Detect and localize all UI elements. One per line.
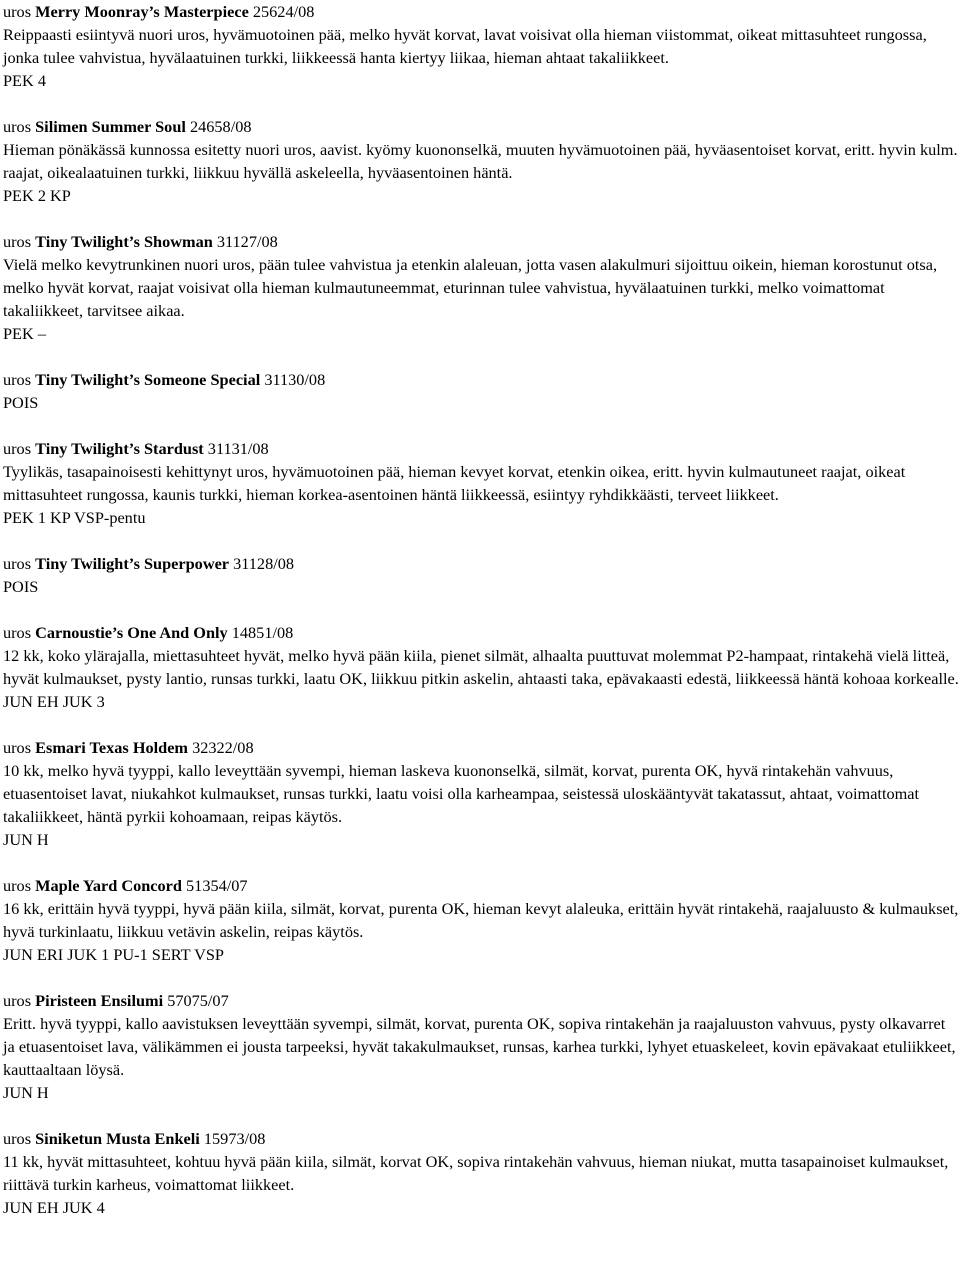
entry-heading — [3, 230, 960, 253]
registration-number: 24658/08 — [189, 117, 252, 136]
dog-entry — [3, 552, 960, 598]
registration-number: 32322/08 — [192, 738, 254, 757]
registration-number: 51354/07 — [186, 876, 248, 895]
entry-sex: uros — [3, 1129, 32, 1148]
dog-entry — [3, 621, 960, 713]
entry-heading — [3, 552, 960, 575]
dog-name: Tiny Twilight’s Someone Special — [35, 370, 261, 389]
result-text: PEK 2 KP — [3, 186, 71, 205]
result-text: POIS — [3, 393, 39, 412]
entry-sex: uros — [3, 232, 32, 251]
entry-heading — [3, 368, 960, 391]
entry-sex: uros — [3, 554, 32, 573]
result-text: PEK – — [3, 324, 46, 343]
result-text: PEK 4 — [3, 71, 46, 90]
critique-text: Reippaasti esiintyvä nuori uros, hyvämuotoinen pää, melko hyvät korvat, lavat voisivat olla hieman viistommat, oikeat mittasuhteet rungossa, jonka tulee vahvistua, hyvälaatuinen turkki, liikkeessä hanta kiertyy liikaa, hieman ahtaat takaliikkeet. — [3, 25, 927, 67]
registration-number: 25624/08 — [252, 2, 315, 21]
dog-entry — [3, 437, 960, 529]
registration-number: 31127/08 — [216, 232, 278, 251]
registration-number: 15973/08 — [203, 1129, 266, 1148]
critique-text: 10 kk, melko hyvä tyyppi, kallo leveyttään syvempi, hieman laskeva kuononselkä, silmät, korvat, purenta OK, hyvä rintakehän vahvuus, etuasentoiset lavat, niukahkot kulmaukset, runsas turkki, laatu voisi olla karheampaa, seistessä uloskääntyvät takatassut, ahtaat, voimattomat takaliikkeet, häntä pyrkii kohoamaan, reipas käytös. — [3, 761, 920, 826]
entry-sex: uros — [3, 623, 32, 642]
entry-sex: uros — [3, 370, 32, 389]
critique-text: Eritt. hyvä tyyppi, kallo aavistuksen leveyttään syvempi, silmät, korvat, purenta OK, sopiva rintakehän ja raajaluuston vahvuus, pysty olkavarret ja etuasentoiset lava, välikämmen ei jousta tarpeeksi, hyvät takakulmaukset, runsas, karhea turkki, lyhyet etuaskeleet, kovin epävakaat etuliikkeet, kauttaaltaan löysä. — [3, 1014, 956, 1079]
dog-entry — [3, 874, 960, 966]
entry-sex: uros — [3, 991, 32, 1010]
result-text: JUN H — [3, 830, 49, 849]
dog-name: Carnoustie’s One And Only — [35, 623, 228, 642]
result-text: JUN H — [3, 1083, 49, 1102]
result-text: JUN EH JUK 4 — [3, 1198, 105, 1217]
entry-sex: uros — [3, 2, 32, 21]
registration-number: 31131/08 — [207, 439, 269, 458]
dog-entry — [3, 115, 960, 207]
result-text: JUN ERI JUK 1 PU-1 SERT VSP — [3, 945, 224, 964]
registration-number: 31130/08 — [264, 370, 326, 389]
dog-name: Merry Moonray’s Masterpiece — [35, 2, 249, 21]
dog-entry — [3, 230, 960, 345]
entry-heading — [3, 437, 960, 460]
critique-text: Vielä melko kevytrunkinen nuori uros, pään tulee vahvistua ja etenkin alaleuan, jotta vasen alakulmuri sijoittuu oikein, hieman korostunut otsa, melko hyvät korvat, raajat voisivat olla hieman kulmautuneemmat, eturinnan tulee vahvistua, hyvälaatuinen turkki, melko voimattomat takaliikkeet, tarvitsee aikaa. — [3, 255, 938, 320]
dog-name: Maple Yard Concord — [35, 876, 182, 895]
entry-sex: uros — [3, 876, 32, 895]
entry-heading — [3, 989, 960, 1012]
entry-heading — [3, 874, 960, 897]
entry-heading — [3, 115, 960, 138]
result-text: JUN EH JUK 3 — [3, 692, 105, 711]
result-text: POIS — [3, 577, 39, 596]
entry-sex: uros — [3, 738, 32, 757]
dog-name: Siniketun Musta Enkeli — [35, 1129, 200, 1148]
registration-number: 14851/08 — [231, 623, 294, 642]
dog-entry — [3, 736, 960, 851]
dog-name: Tiny Twilight’s Showman — [35, 232, 213, 251]
critique-text: 16 kk, erittäin hyvä tyyppi, hyvä pään kiila, silmät, korvat, purenta OK, hieman kevyt alaleuka, erittäin hyvät rintakehä, raajaluusto & kulmaukset, hyvä turkinlaatu, liikkuu vetävin askelin, reipas käytös. — [3, 899, 959, 941]
entry-heading — [3, 736, 960, 759]
entry-heading — [3, 1127, 960, 1150]
entry-sex: uros — [3, 439, 32, 458]
dog-name: Silimen Summer Soul — [35, 117, 186, 136]
result-text: PEK 1 KP VSP-pentu — [3, 508, 146, 527]
dog-entry — [3, 368, 960, 414]
registration-number: 57075/07 — [167, 991, 229, 1010]
dog-name: Tiny Twilight’s Stardust — [35, 439, 204, 458]
dog-entry — [3, 989, 960, 1104]
dog-name: Piristeen Ensilumi — [35, 991, 164, 1010]
entry-sex: uros — [3, 117, 32, 136]
registration-number: 31128/08 — [233, 554, 295, 573]
dog-entry — [3, 0, 960, 92]
critique-text: Tyylikäs, tasapainoisesti kehittynyt uros, hyvämuotoinen pää, hieman kevyet korvat, etenkin oikea, eritt. hyvin kulmautuneet raajat, oikeat mittasuhteet rungossa, kaunis turkki, hieman korkea-asentoinen häntä liikkeessä, esiintyy ryhdikkäästi, terveet liikkeet. — [3, 462, 906, 504]
critique-text: Hieman pönäkässä kunnossa esitetty nuori uros, aavist. kyömy kuononselkä, muuten hyvämuotoinen pää, hyväasentoiset korvat, eritt. hyvin kulm. raajat, oikealaatuinen turkki, liikkuu hyvällä askeleella, hyväasentoinen häntä. — [3, 140, 958, 182]
critique-text: 11 kk, hyvät mittasuhteet, kohtuu hyvä pään kiila, silmät, korvat OK, sopiva rintakehän vahvuus, hieman niukat, mutta tasapainoiset kulmaukset, riittävä turkin karheus, voimattomat liikkeet. — [3, 1152, 949, 1194]
entry-heading — [3, 0, 960, 23]
entry-heading — [3, 621, 960, 644]
dog-name: Tiny Twilight’s Superpower — [35, 554, 230, 573]
dog-entry — [3, 1127, 960, 1219]
critique-text: 12 kk, koko ylärajalla, miettasuhteet hyvät, melko hyvä pään kiila, pienet silmät, alhaalta puuttuvat molemmat P2-hampaat, rintakehä vielä litteä, hyvät kulmaukset, pysty lantio, runsas turkki, laatu OK, liikkuu pitkin askelin, ahtaasti taka, epävakaasti edestä, liikkeessä häntä kohoaa korkealle. — [3, 646, 959, 688]
dog-name: Esmari Texas Holdem — [35, 738, 188, 757]
